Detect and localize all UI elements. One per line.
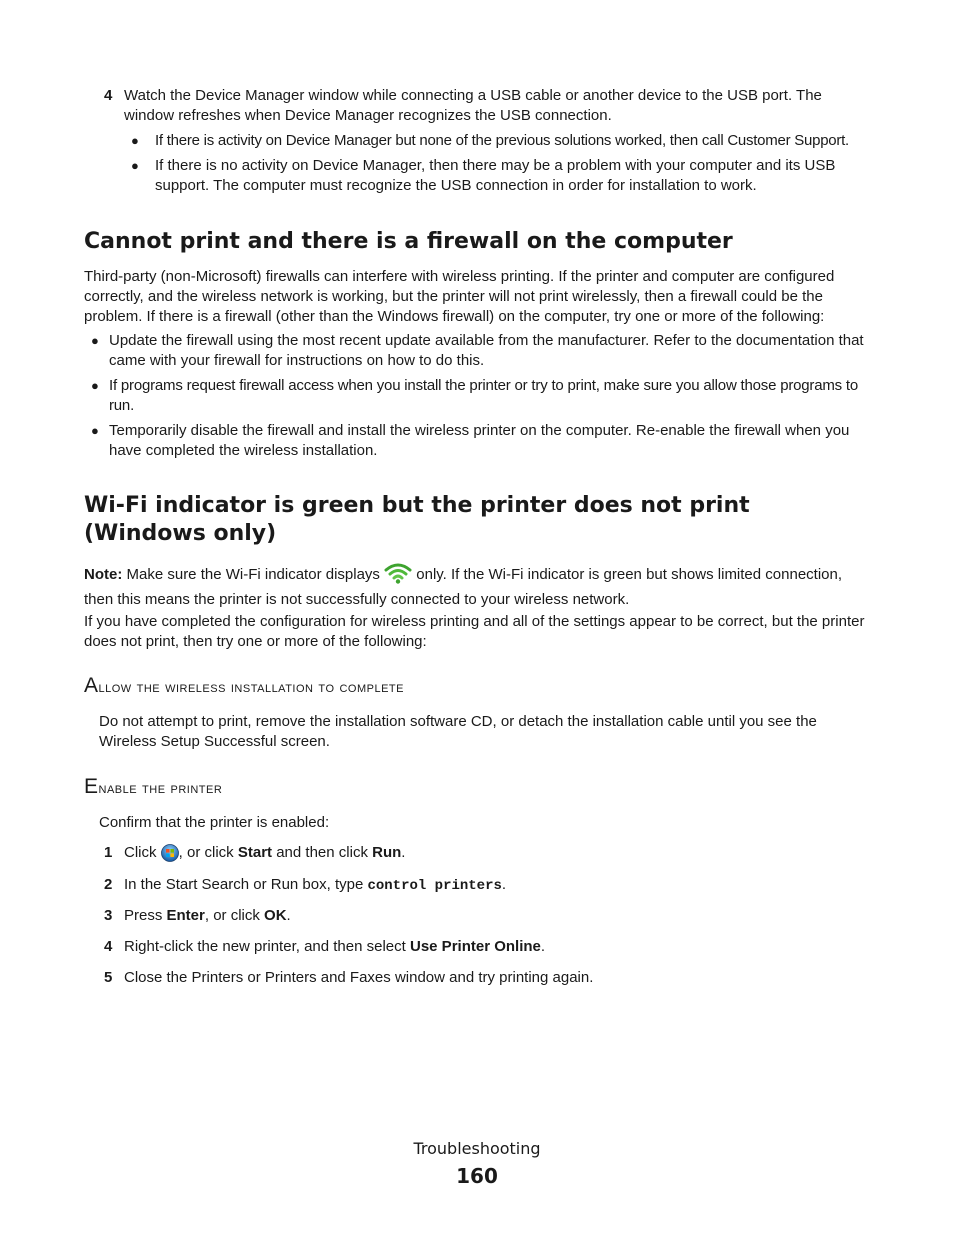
note-paragraph: Note: Make sure the Wi-Fi indicator displays only. If the Wi-Fi indicator is green but shows limited connection, then this means the printer is not successfully connected to your wireless network. <box>84 562 874 610</box>
top-step <box>104 86 874 126</box>
list-item: 5 Close the Printers or Printers and Faxes window and try printing again. <box>104 969 594 986</box>
list-item: 1 Click , or click Start and then click Run. <box>104 843 874 868</box>
step-number: 4 <box>104 87 113 104</box>
list-item: ● Temporarily disable the firewall and install the wireless printer on the computer. Re-enable the firewall when you have completed the wireless installation. <box>91 422 850 459</box>
section-intro: If you have completed the configuration for wireless printing and all of the settings appear to be correct, but the printer does not print, then try one or more of the following: <box>84 613 865 650</box>
list-item: 3 Press Enter, or click OK. <box>104 907 291 924</box>
code-snippet: control printers <box>367 878 502 894</box>
list-item: 4 Right-click the new printer, and then select Use Printer Online. <box>104 938 546 955</box>
subsection-text: Do not attempt to print, remove the installation software CD, or detach the installation cable until you see the Wireless Setup Successful screen. <box>99 713 817 750</box>
list-item: ● If there is activity on Device Manager but none of the previous solutions worked, then call Customer Support. <box>131 132 849 149</box>
subsection-heading-enable: Enable the printer <box>84 775 223 798</box>
subsection-heading-allow: Allow the wireless installation to complete <box>84 674 404 697</box>
note-label: Note: <box>84 566 123 583</box>
section-heading-firewall: Cannot print and there is a firewall on the computer <box>84 229 733 254</box>
footer-section-label: Troubleshooting <box>413 1139 541 1158</box>
list-item: ● If programs request firewall access when you install the printer or try to print, make sure you allow those programs to run. <box>91 377 859 414</box>
section-heading-wifi: Wi-Fi indicator is green but the printer does not print (Windows only) <box>84 493 750 546</box>
step-text: Watch the Device Manager window while connecting a USB cable or another device to the USB port. The window refreshes when Device Manager recognizes the USB connection. <box>124 87 822 124</box>
wifi-icon <box>384 562 412 590</box>
subsection-text: Confirm that the printer is enabled: <box>99 814 330 831</box>
list-item: ● Update the firewall using the most recent update available from the manufacturer. Refer to the documentation that came with your firewall for instructions on how to do this. <box>91 332 864 369</box>
section-intro: Third-party (non-Microsoft) firewalls can interfere with wireless printing. If the printer and computer are configured correctly, and the wireless network is working, but the printer will not print wirelessly, then a firewall could be the problem. If there is a firewall (other than the Windows firewall) on the computer, try one or more of the following: <box>84 268 835 325</box>
page-number: 160 <box>456 1164 498 1188</box>
list-item: 2 In the Start Search or Run box, type control printers. <box>104 876 507 894</box>
list-item: ● If there is no activity on Device Manager, then there may be a problem with your computer and its USB support. The computer must recognize the USB connection in order for installation to work. <box>131 157 836 194</box>
windows-start-icon <box>161 844 179 868</box>
